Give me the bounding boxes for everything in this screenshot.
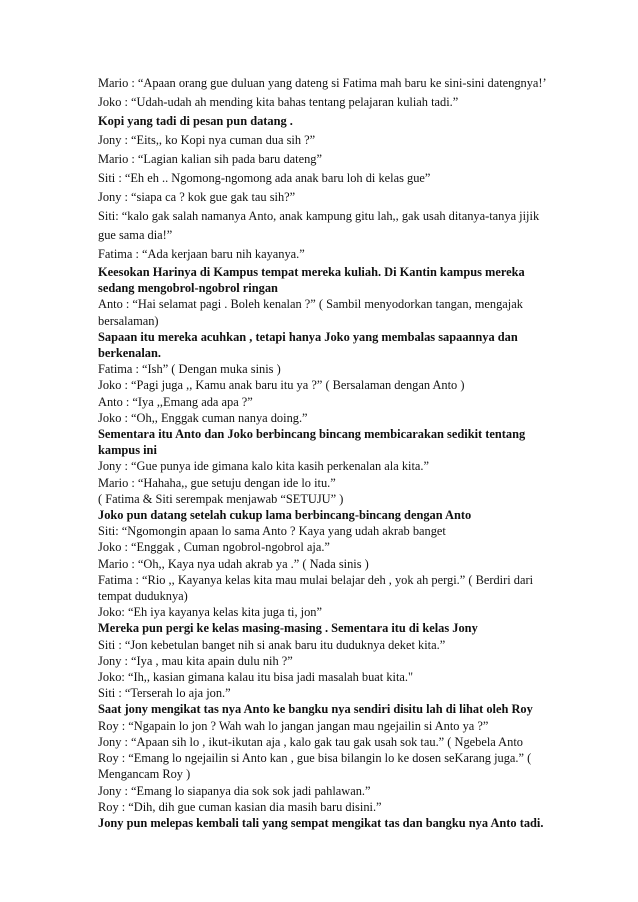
dialogue-line: Siti : “Jon kebetulan banget nih si anak baru itu duduknya deket kita.” (98, 637, 446, 652)
dialogue-line: Siti : “Terserah lo aja jon.” (98, 686, 231, 701)
dialogue-line: Mario : “Hahaha,, gue setuju dengan ide lo itu.” (98, 475, 336, 490)
dialogue-line: Anto : “Iya ,,Emang ada apa ?” (98, 394, 253, 409)
dialogue-line: Roy : “Dih, dih gue cuman kasian dia masih baru disini.” (98, 799, 382, 814)
dialogue-line: Siti : “Eh eh .. Ngomong-ngomong ada anak baru loh di kelas gue” (98, 171, 431, 185)
dialogue-line: Jony : “Emang lo siapanya dia sok sok jadi pahlawan.” (98, 783, 371, 798)
dialogue-line: Mario : “Lagian kalian sih pada baru dateng” (98, 152, 322, 166)
dialogue-line: Joko : “Enggak , Cuman ngobrol-ngobrol aja.” (98, 540, 330, 555)
dialogue-line: Fatima : “Ish” ( Dengan muka sinis ) (98, 362, 281, 377)
narration-line: Jony pun melepas kembali tali yang sempat mengikat tas dan bangku nya Anto tadi. (98, 815, 544, 830)
dialogue-line: Joko: “Ih,, kasian gimana kalau itu bisa jadi masalah buat kita." (98, 670, 414, 685)
dialogue-line: Mario : “Oh,, Kaya nya udah akrab ya .” ( Nada sinis ) (98, 556, 369, 571)
dialogue-line: Fatima : “Ada kerjaan baru nih kayanya.” (98, 247, 305, 261)
dialogue-line: Jony : “Eits,, ko Kopi nya cuman dua sih ?” (98, 133, 316, 147)
dialogue-line: Roy : “Emang lo ngejailin si Anto kan , gue bisa bilangin lo ke dosen seKarang juga.” ( Mengancam Roy ) (98, 751, 532, 782)
dialogue-line: Siti: “kalo gak salah namanya Anto, anak kampung gitu lah,, gak usah ditanya-tanya jijik gue sama dia!” (98, 209, 540, 242)
dialogue-line: Joko : “Pagi juga ,, Kamu anak baru itu ya ?” ( Bersalaman dengan Anto ) (98, 378, 465, 393)
dialogue-line: Joko : “Udah-udah ah mending kita bahas tentang pelajaran kuliah tadi.” (98, 95, 459, 109)
dialogue-line: Jony : “Iya , mau kita apain dulu nih ?” (98, 653, 293, 668)
dialogue-line: Anto : “Hai selamat pagi . Boleh kenalan ?” ( Sambil menyodorkan tangan, mengajak bersalaman) (98, 297, 523, 328)
dialogue-line: ( Fatima & Siti serempak menjawab “SETUJU” ) (98, 491, 344, 506)
dialogue-line: Joko: “Eh iya kayanya kelas kita juga ti, jon” (98, 605, 322, 620)
narration-line: Kopi yang tadi di pesan pun datang . (98, 114, 293, 128)
dialogue-line: Siti: “Ngomongin apaan lo sama Anto ? Kaya yang udah akrab banget (98, 524, 446, 539)
narration-line: Joko pun datang setelah cukup lama berbincang-bincang dengan Anto (98, 508, 472, 523)
dialogue-line: Jony : “siapa ca ? kok gue gak tau sih?” (98, 190, 296, 204)
dialogue-line: Jony : “Apaan sih lo , ikut-ikutan aja , kalo gak tau gak usah sok tau.” ( Ngebela Anto (98, 734, 523, 749)
document-page (98, 74, 558, 831)
narration-line: Keesokan Harinya di Kampus tempat mereka kuliah. Di Kantin kampus mereka sedang mengobrol-ngobrol ringan (98, 265, 525, 296)
dialogue-line: Mario : “Apaan orang gue duluan yang dateng si Fatima mah baru ke sini-sini datengnya!’ (98, 76, 547, 90)
narration-line: Sapaan itu mereka acuhkan , tetapi hanya Joko yang membalas sapaannya dan berkenalan. (98, 329, 518, 361)
narration-line: Saat jony mengikat tas nya Anto ke bangku nya sendiri disitu lah di lihat oleh Roy (98, 702, 533, 717)
dialogue-line: Fatima : “Rio ,, Kayanya kelas kita mau mulai belajar deh , yok ah pergi.” ( Berdiri dari tempat duduknya) (98, 572, 534, 604)
narration-line: Mereka pun pergi ke kelas masing-masing . Sementara itu di kelas Jony (98, 621, 478, 636)
dialogue-line: Roy : “Ngapain lo jon ? Wah wah lo jangan jangan mau ngejailin si Anto ya ?” (98, 718, 489, 733)
dialogue-line: Jony : “Gue punya ide gimana kalo kita kasih perkenalan ala kita.” (98, 459, 429, 474)
dialogue-line: Joko : “Oh,, Enggak cuman nanya doing.” (98, 410, 308, 425)
narration-line: Sementara itu Anto dan Joko berbincang bincang membicarakan sedikit tentang kampus ini (98, 427, 526, 458)
